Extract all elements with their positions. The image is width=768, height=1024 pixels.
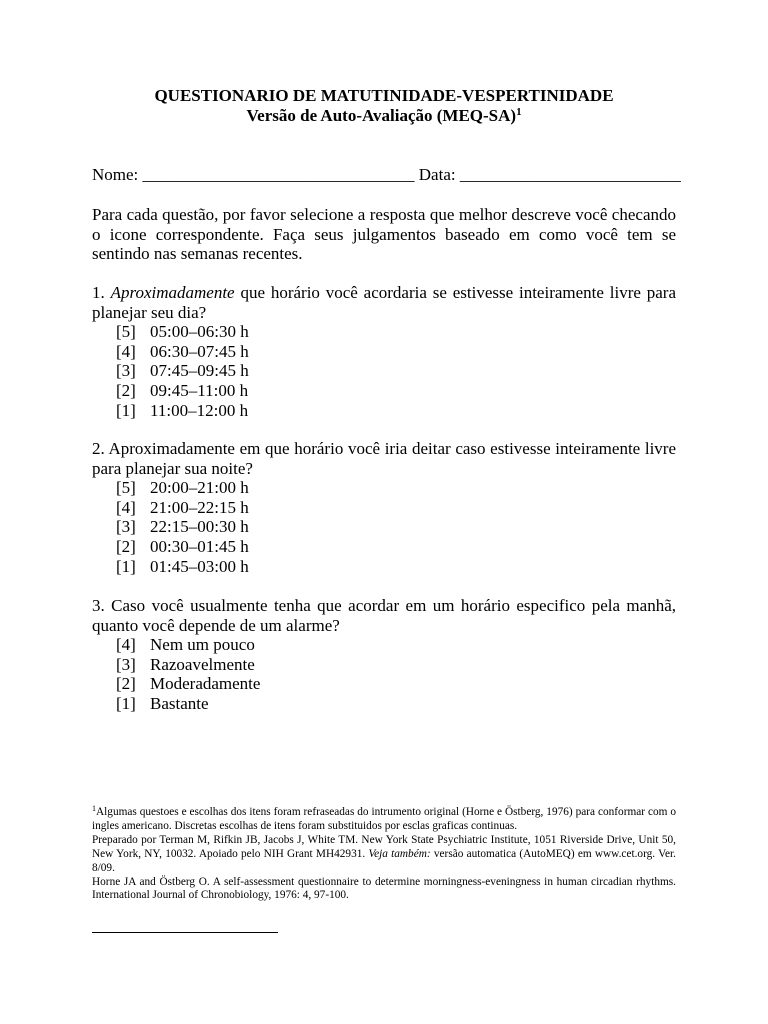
option-label: 22:15–00:30 h bbox=[150, 517, 249, 537]
document-subtitle bbox=[0, 106, 768, 126]
instructions: Para cada questão, por favor selecione a resposta que melhor descreve você checando o icone correspondente. Faça seus julgamentos baseado em como você tem se sentindo nas semanas recentes. bbox=[92, 205, 676, 264]
option-label: 00:30–01:45 h bbox=[150, 536, 249, 556]
question-3 bbox=[92, 596, 676, 714]
option-label: Nem um pouco bbox=[150, 635, 255, 655]
question-1-body: que horário você acordaria se estivesse inteiramente livre para planejar seu dia? bbox=[92, 283, 677, 322]
footnote-text-3: Horne JA and Östberg O. A self-assessment questionnaire to determine morningness-eveningness in human circadian rhythms. International Journal of Chronobiology, 1976: 4, 97-100. bbox=[92, 875, 676, 902]
option-code[interactable]: [4] bbox=[116, 341, 136, 361]
option-code[interactable]: [2] bbox=[116, 674, 136, 694]
question-1-number: 1. bbox=[92, 283, 105, 302]
question-3-options bbox=[92, 635, 676, 713]
nome-field[interactable]: ________________________________ bbox=[142, 165, 415, 184]
option[interactable] bbox=[116, 655, 676, 675]
question-2-number: 2. bbox=[92, 439, 105, 458]
option-label: Razoavelmente bbox=[150, 654, 255, 674]
question-1-lead: Aproximadamente bbox=[110, 283, 235, 302]
title-block bbox=[0, 86, 768, 126]
option[interactable] bbox=[116, 694, 676, 714]
question-2-body: Aproximadamente em que horário você iria deitar caso estivesse inteiramente livre para planejar sua noite? bbox=[92, 439, 677, 478]
option-label: 21:00–22:15 h bbox=[150, 497, 249, 517]
option[interactable] bbox=[116, 381, 676, 401]
footnote-para-1 bbox=[92, 806, 676, 834]
option-code[interactable]: [4] bbox=[116, 635, 136, 655]
option-label: 09:45–11:00 h bbox=[150, 380, 249, 400]
footnote-ref: 1 bbox=[516, 106, 522, 118]
question-1 bbox=[92, 283, 676, 420]
option-label: 01:45–03:00 h bbox=[150, 556, 249, 576]
option[interactable] bbox=[116, 557, 676, 577]
question-3-body: Caso você usualmente tenha que acordar em um horário especifico pela manhã, quanto você depende de um alarme? bbox=[92, 596, 676, 635]
option[interactable] bbox=[116, 537, 676, 557]
option-code[interactable]: [4] bbox=[116, 497, 136, 517]
option[interactable] bbox=[116, 401, 676, 421]
option-code[interactable]: [1] bbox=[116, 693, 136, 713]
option[interactable] bbox=[116, 498, 676, 518]
footnote-para-3 bbox=[92, 876, 676, 904]
question-2-options bbox=[92, 478, 676, 576]
option[interactable] bbox=[116, 322, 676, 342]
document-title: QUESTIONARIO DE MATUTINIDADE-VESPERTINIDADE bbox=[154, 86, 614, 105]
option[interactable] bbox=[116, 478, 676, 498]
footnote-text-2-italic: Veja também: bbox=[368, 847, 431, 860]
nome-label: Nome: bbox=[92, 165, 139, 184]
option-code[interactable]: [3] bbox=[116, 517, 136, 537]
option-label: Bastante bbox=[150, 693, 209, 713]
footnote-text-2b: versão automatica (AutoMEQ) em www.cet.org. Ver. 8/09. bbox=[92, 847, 677, 874]
option[interactable] bbox=[116, 674, 676, 694]
question-2-text bbox=[92, 439, 676, 478]
option-label: Moderadamente bbox=[150, 674, 261, 694]
option-label: 06:30–07:45 h bbox=[150, 341, 249, 361]
option[interactable] bbox=[116, 342, 676, 362]
question-1-options bbox=[92, 322, 676, 420]
subtitle-text: Versão de Auto-Avaliação (MEQ-SA) bbox=[246, 106, 517, 125]
footnote-text-2a: Preparado por Terman M, Rifkin JB, Jacobs J, White TM. New York State Psychiatric Institute, 1051 Riverside Drive, Unit 50, New York, NY, 10032. Apoiado pelo NIH Grant MH42931. bbox=[92, 833, 676, 860]
option-label: 05:00–06:30 h bbox=[150, 322, 249, 342]
option-code[interactable]: [3] bbox=[116, 654, 136, 674]
footnote bbox=[92, 806, 676, 903]
option-code[interactable]: [1] bbox=[116, 400, 136, 420]
option-code[interactable]: [3] bbox=[116, 361, 136, 381]
option-code[interactable]: [5] bbox=[116, 478, 136, 498]
data-label: Data: bbox=[418, 165, 456, 184]
option[interactable] bbox=[116, 635, 676, 655]
option-code[interactable]: [1] bbox=[116, 556, 136, 576]
name-date-line bbox=[92, 165, 681, 185]
question-1-text bbox=[92, 283, 676, 322]
option-label: 11:00–12:00 h bbox=[150, 400, 249, 420]
footnote-divider bbox=[92, 932, 278, 933]
option-label: 20:00–21:00 h bbox=[150, 478, 249, 498]
option-code[interactable]: [2] bbox=[116, 380, 136, 400]
footnote-para-2 bbox=[92, 834, 676, 876]
question-2 bbox=[92, 439, 676, 576]
option-label: 07:45–09:45 h bbox=[150, 361, 249, 381]
data-field[interactable]: __________________________ bbox=[459, 165, 681, 184]
footnote-marker: 1 bbox=[92, 804, 96, 813]
footnote-text-1: Algumas questoes e escolhas dos itens foram refraseadas do intrumento original (Horne e Östberg, 1976) para conformar com o ingles americano. Discretas escolhas de itens foram substituidos por esclas graficas continuas. bbox=[92, 806, 676, 832]
option[interactable] bbox=[116, 361, 676, 381]
option[interactable] bbox=[116, 517, 676, 537]
question-3-text bbox=[92, 596, 676, 635]
option-code[interactable]: [2] bbox=[116, 536, 136, 556]
option-code[interactable]: [5] bbox=[116, 322, 136, 342]
question-3-number: 3. bbox=[92, 596, 105, 615]
